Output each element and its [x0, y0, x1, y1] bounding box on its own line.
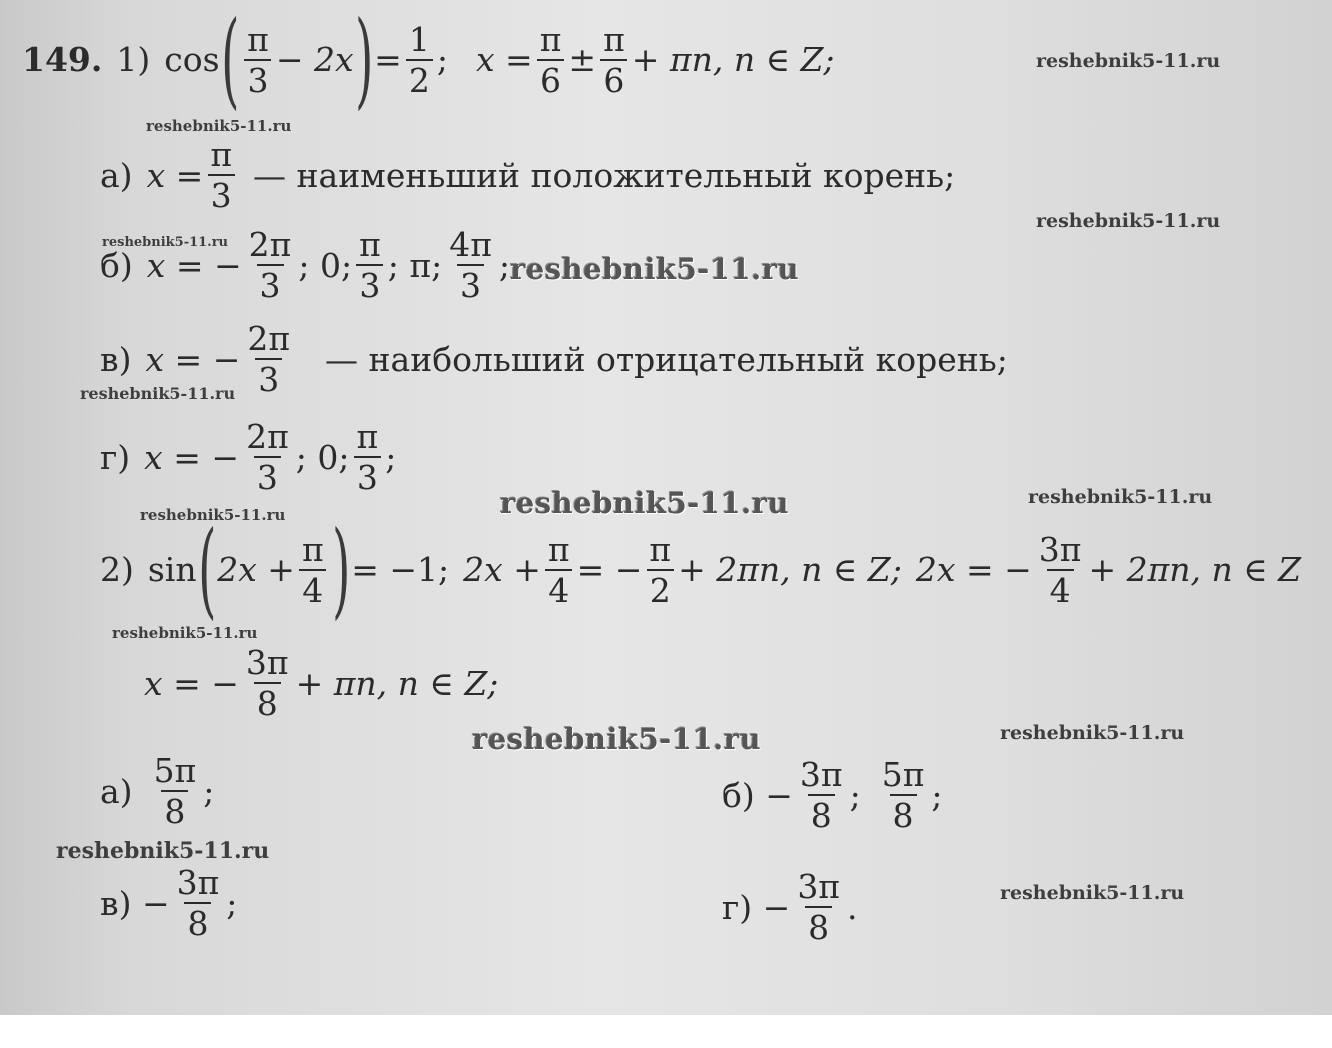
fraction: $\frac{\pi}{2}$ [646, 533, 674, 607]
fraction: $\frac{5\pi}{8}$ [881, 755, 925, 835]
item-v2: в) − $\frac{3\pi}{8}$ ; [100, 863, 238, 943]
item-v1-text: — наибольший отрицательный корень; [325, 339, 1008, 379]
part1-label: 1) [116, 40, 151, 80]
fraction: $\frac{2\pi}{3}$ [248, 225, 292, 305]
item-v1: в) x = − $\frac{2\pi}{3}$ — наибольший отрицательный корень; [100, 319, 1008, 399]
watermark: reshebnik5-11.ru [1000, 882, 1185, 904]
x-equals: x = [475, 40, 533, 80]
fraction-pi-over-6-a: $\frac{\pi}{6}$ [537, 23, 565, 97]
fraction: $\frac{3\pi}{4}$ [1038, 529, 1082, 610]
watermark: reshebnik5-11.ru [1028, 486, 1213, 508]
watermark: reshebnik5-11.ru [80, 384, 236, 403]
minus-2x: − 2x [275, 40, 354, 80]
watermark: reshebnik5-11.ru [102, 235, 229, 250]
watermark: reshebnik5-11.ru [510, 252, 800, 286]
item-a2: а) $\frac{5\pi}{8}$ ; [100, 751, 215, 831]
right-paren: ) [354, 0, 373, 120]
watermark: reshebnik5-11.ru [140, 506, 286, 524]
watermark: reshebnik5-11.ru [1036, 50, 1221, 72]
fraction: $\frac{\pi}{3}$ [356, 228, 384, 302]
fraction: $\frac{\pi}{3}$ [207, 138, 235, 212]
problem-number: 149. [22, 40, 103, 80]
fraction: $\frac{3\pi}{8}$ [245, 643, 289, 723]
problem-149-part1-equation [22, 0, 835, 120]
plus-minus: ± [568, 40, 597, 80]
fraction: $\frac{3\pi}{8}$ [176, 863, 220, 943]
watermark: reshebnik5-11.ru [1036, 210, 1221, 232]
watermark: reshebnik5-11.ru [472, 722, 762, 756]
right-paren: ) [331, 508, 351, 630]
fraction: $\frac{\pi}{4}$ [299, 533, 327, 607]
problem-149-part2-equation: 2) sin ( 2x + $\frac{\pi}{4}$ ) = −1; 2x + $\frac{\pi}{4}$ = − $\frac{\pi}{2}$ + 2πn, n ∈ Z; 2x = − $\frac{3\pi}{4}$ + 2πn, n ∈ Z [100, 508, 1302, 630]
fraction-pi-over-6-b: $\frac{\pi}{6}$ [600, 23, 628, 97]
item-g1: г) x = − $\frac{2\pi}{3}$ ; 0; $\frac{\pi}{3}$ ; [100, 417, 397, 497]
fraction: $\frac{3\pi}{8}$ [799, 755, 843, 835]
left-paren: ( [220, 0, 239, 120]
equals: = [374, 40, 402, 80]
fraction-1-over-2: $\frac{1}{2}$ [406, 23, 433, 97]
fraction: $\frac{5\pi}{8}$ [153, 751, 197, 831]
watermark: reshebnik5-11.ru [146, 117, 292, 135]
watermark: reshebnik5-11.ru [500, 486, 790, 520]
item-g2: г) − $\frac{3\pi}{8}$ . [722, 867, 858, 947]
fraction: $\frac{2\pi}{3}$ [246, 417, 289, 497]
fraction-pi-over-3: $\frac{\pi}{3}$ [244, 23, 272, 97]
fraction: $\frac{\pi}{3}$ [354, 420, 382, 494]
semicolon: ; [436, 40, 448, 80]
item-b2: б) − $\frac{3\pi}{8}$ ; $\frac{5\pi}{8}$ ; [722, 755, 943, 835]
watermark: reshebnik5-11.ru [1000, 722, 1185, 744]
watermark: reshebnik5-11.ru [112, 624, 258, 642]
watermark: reshebnik5-11.ru [56, 838, 270, 864]
left-paren: ( [197, 508, 217, 630]
cos-function: cos [164, 40, 220, 80]
fraction: $\frac{4\pi}{3}$ [449, 225, 492, 305]
fraction: $\frac{2\pi}{3}$ [247, 319, 291, 399]
fraction: $\frac{3\pi}{8}$ [797, 867, 840, 947]
fraction: $\frac{\pi}{4}$ [545, 533, 573, 607]
item-b1: б) x = − $\frac{2\pi}{3}$ ; 0; $\frac{\pi}{3}$ ; π; $\frac{4\pi}{3}$ ; [100, 225, 511, 305]
item-a1-text: — наименьший положительный корень; [253, 155, 956, 195]
x-solution-line: x = − $\frac{3\pi}{8}$ + πn, n ∈ Z; [144, 643, 499, 723]
general-solution-tail: + πn, n ∈ Z; [631, 40, 835, 80]
item-a1: а) x = $\frac{\pi}{3}$ — наименьший положительный корень; [100, 135, 956, 215]
